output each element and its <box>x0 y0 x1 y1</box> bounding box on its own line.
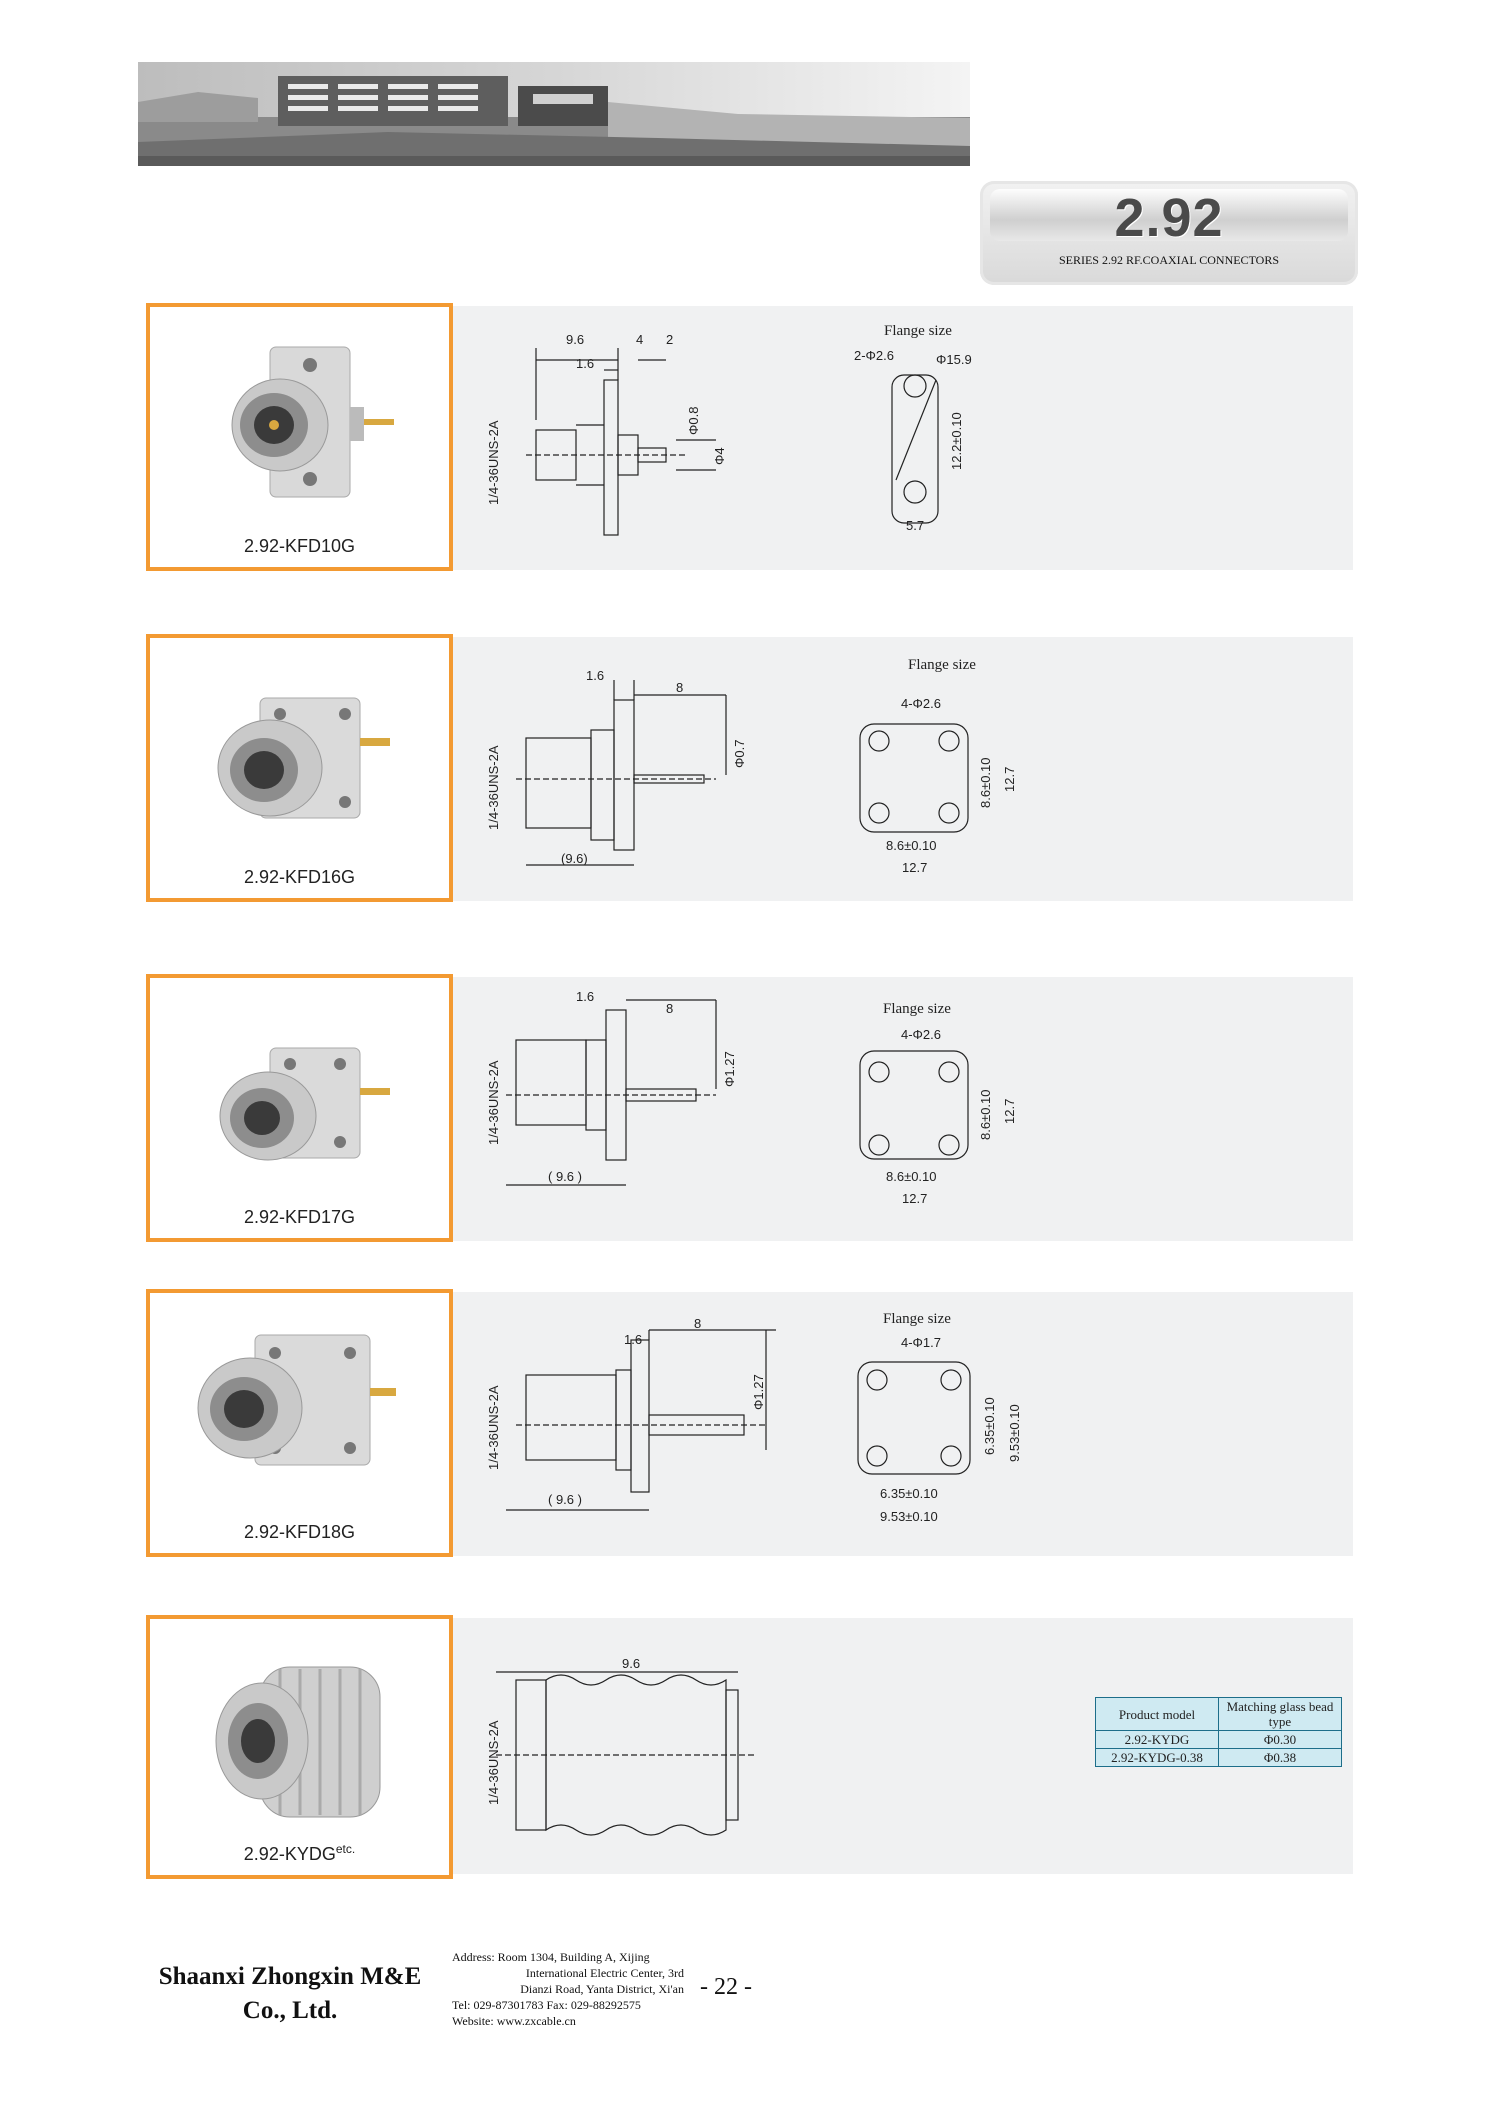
flange-outer-h: 12.7 <box>1002 766 1017 792</box>
header-banner <box>138 62 970 166</box>
dim-a: 1.6 <box>586 668 605 683</box>
flange-outer-h: 9.53±0.10 <box>1007 1404 1022 1462</box>
dim-d: ( 9.6 ) <box>548 1492 582 1507</box>
page-number: - 22 - <box>700 1974 752 2000</box>
drawing-kfd17g <box>476 985 1036 1225</box>
flange-holes: 4-Φ2.6 <box>901 1027 942 1042</box>
flange-title: Flange size <box>883 1311 951 1327</box>
dim-thread: 1/4-36UNS-2A <box>486 1720 501 1805</box>
dim-c: Φ1.27 <box>751 1374 766 1410</box>
dim-thread: 1/4-36UNS-2A <box>486 1060 501 1145</box>
flange-inner-w: 6.35±0.10 <box>880 1486 938 1501</box>
dim-d: (9.6) <box>561 851 588 866</box>
product-model-suffix: etc. <box>335 1842 356 1856</box>
series-number: 2.92 <box>1114 188 1224 248</box>
address-line-3: Dianzi Road, Yanta District, Xi'an <box>520 1982 684 1996</box>
table-cell: 2.92-KYDG <box>1096 1731 1219 1749</box>
dim-a: 1.6 <box>576 989 595 1004</box>
dim-a: 1.6 <box>624 1332 643 1347</box>
dim-a: 9.6 <box>622 1656 641 1671</box>
dim-thread: 1/4-36UNS-2A <box>486 420 501 505</box>
dim-thread: 1/4-36UNS-2A <box>486 1385 501 1470</box>
dim-d: 2 <box>666 332 674 347</box>
flange-outer-w: 9.53±0.10 <box>880 1509 938 1524</box>
flange-title: Flange size <box>884 323 952 339</box>
flange-holes: 4-Φ2.6 <box>901 696 942 711</box>
flange-title: Flange size <box>908 657 976 673</box>
table-cell: 2.92-KYDG-0.38 <box>1096 1749 1219 1767</box>
company-address <box>452 1949 684 2029</box>
product-photo-kfd10g <box>146 303 453 571</box>
product-model: 2.92-KFD18G <box>243 1522 356 1542</box>
product-photo-kydg <box>146 1615 453 1879</box>
table-cell: Φ0.38 <box>1219 1749 1342 1767</box>
flange-holes: 2-Φ2.6 <box>854 348 895 363</box>
flange-width: 5.7 <box>906 518 925 533</box>
drawing-kfd10g <box>476 320 1036 560</box>
flange-outer-h: 12.7 <box>1002 1098 1017 1124</box>
address-line-2: International Electric Center, 3rd <box>525 1966 684 1980</box>
dim-b: 8 <box>694 1316 702 1331</box>
product-model-name: 2.92-KYDG <box>243 1844 336 1864</box>
dim-c: Φ0.7 <box>732 739 747 768</box>
product-model: 2.92-KFD10G <box>243 536 356 556</box>
product-model <box>150 1842 449 1865</box>
dim-b: 8 <box>676 680 684 695</box>
series-subtitle: SERIES 2.92 RF.COAXIAL CONNECTORS <box>1058 253 1280 267</box>
dim-e: Φ0.8 <box>686 406 701 435</box>
flange-inner-w: 8.6±0.10 <box>886 1169 937 1184</box>
flange-inner-w: 8.6±0.10 <box>886 838 937 853</box>
dim-a: 9.6 <box>566 332 585 347</box>
website-link[interactable]: Website: www.zxcable.cn <box>452 2014 576 2028</box>
table-cell: Φ0.30 <box>1219 1731 1342 1749</box>
flange-outer-w: 12.7 <box>902 1191 928 1206</box>
product-photo-kfd18g <box>146 1289 453 1557</box>
table-row <box>1096 1731 1342 1749</box>
flange-outer-w: 12.7 <box>902 860 928 875</box>
flange-inner-h: 8.6±0.10 <box>978 757 993 808</box>
company-line-2: Co., Ltd. <box>242 1997 338 2024</box>
product-photo-kfd16g <box>146 634 453 902</box>
dim-f: Φ4 <box>712 447 727 465</box>
company-line-1: Shaanxi Zhongxin M&E <box>158 1963 422 1990</box>
flange-inner-h: 8.6±0.10 <box>978 1089 993 1140</box>
flange-inner-h: 6.35±0.10 <box>982 1397 997 1455</box>
dim-d: ( 9.6 ) <box>548 1169 582 1184</box>
drawing-kydg <box>476 1650 776 1850</box>
table-header: Product model <box>1096 1698 1219 1731</box>
series-badge <box>980 181 1358 285</box>
flange-height: 12.2±0.10 <box>949 412 964 470</box>
flange-holes: 4-Φ1.7 <box>901 1335 942 1350</box>
table-header-row <box>1096 1698 1342 1731</box>
table-row <box>1096 1749 1342 1767</box>
dim-b: 8 <box>666 1001 674 1016</box>
contact-phone: Tel: 029-87301783 Fax: 029-88292575 <box>452 1998 641 2012</box>
address-line-1: Address: Room 1304, Building A, Xijing <box>452 1950 650 1964</box>
drawing-kfd16g <box>476 650 1036 890</box>
dim-c: Φ1.27 <box>722 1051 737 1087</box>
glass-bead-table <box>1095 1697 1342 1767</box>
company-name <box>140 1960 440 2028</box>
drawing-kfd18g <box>476 1300 1036 1540</box>
product-model: 2.92-KFD17G <box>243 1207 356 1227</box>
flange-circle: Φ15.9 <box>936 352 972 367</box>
table-header: Matching glass bead type <box>1219 1698 1342 1731</box>
dim-thread: 1/4-36UNS-2A <box>486 745 501 830</box>
dim-c: 4 <box>636 332 644 347</box>
dim-b: 1.6 <box>576 356 595 371</box>
product-model: 2.92-KFD16G <box>243 867 356 887</box>
flange-title: Flange size <box>883 1001 951 1017</box>
product-photo-kfd17g <box>146 974 453 1242</box>
